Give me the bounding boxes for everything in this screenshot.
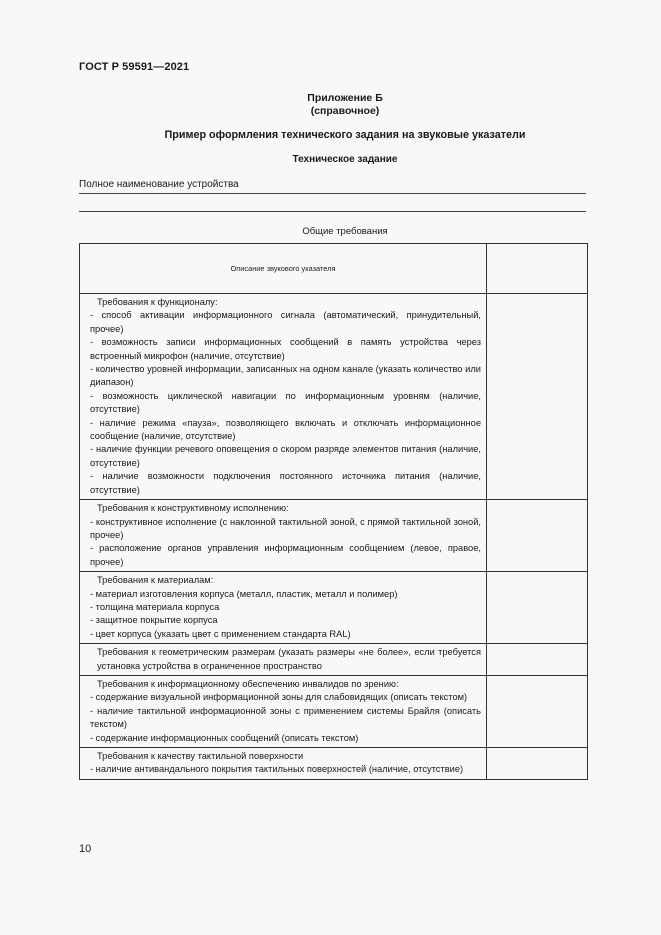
requirement-heading: Требования к конструктивному исполнению: [97,503,289,514]
value-cell [487,748,588,780]
value-cell [487,294,588,500]
requirement-item: - цвет корпуса (указать цвет с применением стандарта RAL) [90,628,351,639]
page-number: 10 [79,843,92,855]
requirement-heading: Требования к функционалу: [97,297,218,307]
requirement-cell [80,675,487,747]
requirement-cell [80,572,487,644]
table-header-value [487,244,588,294]
requirement-item: - содержание визуальной информационной зоны для слабовидящих (описать текстом) [90,692,468,703]
requirement-item: - возможность записи информационных сообщений в память устройства через встроенный микрофон (наличие, отсутствие) [90,337,481,361]
requirement-item: - наличие функции речевого оповещения о скором разряде элементов питания (наличие, отсутствие) [90,444,481,468]
requirement-item: - материал изготовления корпуса (металл, пластик, металл и полимер) [90,588,398,599]
requirement-item: - расположение органов управления информационным сообщением (левое, правое, прочее) [90,543,481,567]
requirement-item: - содержание информационных сообщений (описать текстом) [90,732,359,743]
requirement-heading: Требования к геометрическим размерам (указать размеры «не более», если требуется установка устройства в ограниченное пространство [97,647,481,671]
requirement-item: - наличие тактильной информационной зоны с применением системы Брайля (описать текстом) [90,705,481,730]
requirement-item: - возможность циклической навигации по информационным уровням (наличие, отсутствие) [90,390,481,415]
table-row [80,500,588,572]
value-cell [487,572,588,644]
requirements-table [79,243,588,780]
requirement-cell [80,294,487,500]
standard-code: ГОСТ Р 59591—2021 [79,61,190,73]
requirement-item: - наличие антивандального покрытия тактильных поверхностей (наличие, отсутствие) [90,764,464,775]
requirement-item: - наличие режима «пауза», позволяющего включать и отключать информационное сообщение (наличие, отсутствие) [90,417,481,442]
appendix-title: Приложение Б [307,92,383,104]
device-name-line [79,193,586,194]
requirement-cell [80,748,487,780]
requirement-cell [80,500,487,572]
blank-line [79,211,586,212]
value-cell [487,644,588,676]
value-cell [487,675,588,747]
requirement-item: - способ активации информационного сигнала (автоматический, принудительный, прочее) [90,310,481,334]
table-header-row [80,244,588,294]
table-row [80,675,588,747]
requirement-item: - толщина материала корпуса [90,601,220,612]
table-row [80,748,588,780]
value-cell [487,500,588,572]
device-name-label: Полное наименование устройства [79,179,239,190]
requirement-heading: Требования к материалам: [97,575,214,586]
requirement-item: - наличие возможности подключения постоянного источника питания (наличие, отсутствие) [90,471,481,495]
requirement-heading: Требования к информационному обеспечению инвалидов по зрению: [97,678,399,689]
table-header-description: Описание звукового указателя [80,244,487,294]
table-row [80,644,588,676]
appendix-note: (справочное) [310,104,380,117]
requirement-cell [80,644,487,676]
requirement-item: - защитное покрытие корпуса [90,615,218,626]
document-subtitle: Техническое задание [292,154,398,165]
document-title: Пример оформления технического задания на звуковые указатели [164,129,526,141]
table-row [80,294,588,500]
appendix-heading [0,92,661,117]
requirement-heading: Требования к качеству тактильной поверхности [97,751,304,761]
requirement-item: - конструктивное исполнение (с наклонной тактильной зоной, с прямой тактильной зоной, прочее) [90,516,481,540]
table-row [80,572,588,644]
requirement-item: - количество уровней информации, записанных на одном канале (указать количество или диапазон) [90,364,481,388]
section-title: Общие требования [302,226,388,237]
